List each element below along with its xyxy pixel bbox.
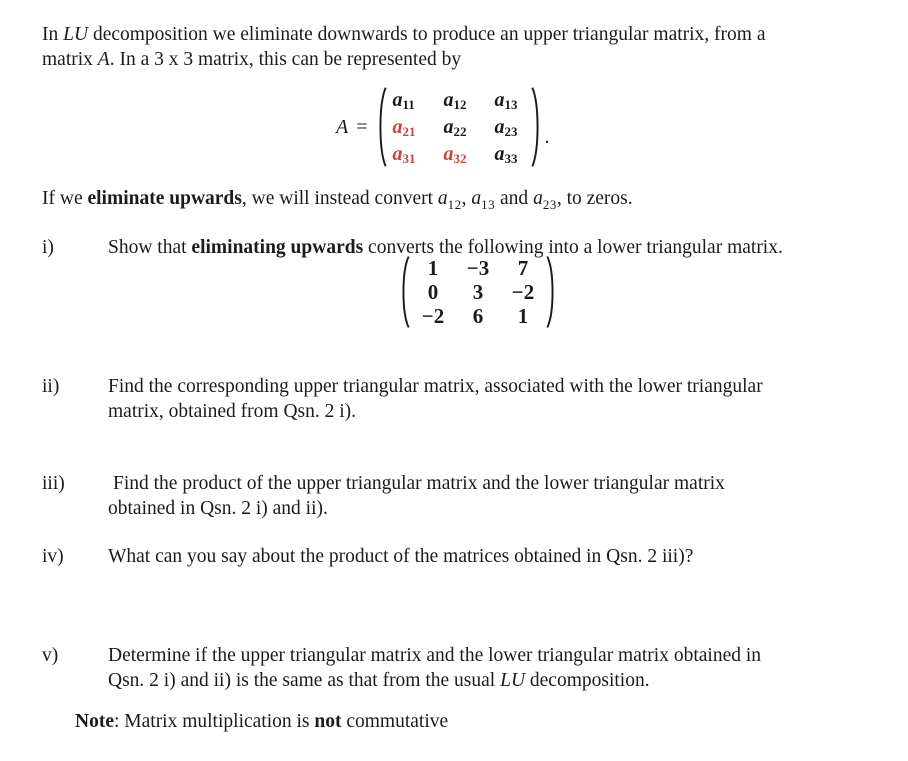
equals-sign: = bbox=[356, 115, 368, 138]
matrix-entry-base: a bbox=[392, 115, 403, 138]
matrix-cell: −3 bbox=[466, 255, 490, 280]
right-paren-icon bbox=[530, 86, 543, 168]
matrix-a-cell bbox=[393, 87, 423, 114]
matrix-entry-sub: 32 bbox=[453, 151, 467, 166]
matrix-cell: 0 bbox=[427, 279, 439, 304]
math-var-sub: 13 bbox=[481, 197, 496, 212]
eliminating-upwards-bold: eliminating upwards bbox=[191, 237, 364, 258]
lu-term-italic: LU bbox=[500, 670, 526, 691]
matrix-entry-sub: 22 bbox=[453, 124, 467, 139]
item-ii-text bbox=[108, 374, 872, 424]
matrix-a-cell-highlighted bbox=[393, 114, 423, 141]
item-iii-line-2: obtained in Qsn. 2 i) and ii). bbox=[108, 498, 328, 519]
intro-text: . In a 3 x 3 matrix, this can be represented by bbox=[109, 49, 462, 70]
item-iii-text bbox=[108, 471, 872, 521]
item-iv-label: iv) bbox=[42, 546, 64, 567]
intro-text: decomposition we eliminate downwards to produce an upper triangular matrix, from a bbox=[88, 24, 766, 45]
item-v-text bbox=[108, 643, 872, 693]
math-var: a bbox=[437, 188, 448, 209]
note-text: : Matrix multiplication is bbox=[113, 711, 315, 732]
item-v-label: v) bbox=[42, 645, 59, 666]
question-item-v bbox=[42, 643, 872, 693]
matrix-a-equation bbox=[336, 86, 550, 168]
intro-text: In bbox=[42, 24, 64, 45]
question-matrix-grid bbox=[415, 256, 541, 328]
item-text: Show that bbox=[108, 237, 192, 258]
item-v-line-2 bbox=[108, 668, 872, 693]
matrix-entry-base: a bbox=[494, 142, 505, 165]
intro-line-2 bbox=[42, 47, 872, 72]
matrix-entry-base: a bbox=[443, 88, 454, 111]
math-var: a bbox=[471, 188, 482, 209]
intro-line-1 bbox=[42, 22, 872, 47]
matrix-cell: −2 bbox=[511, 279, 535, 304]
matrix-a-grid bbox=[393, 87, 525, 168]
matrix-a-name-italic: A bbox=[97, 49, 110, 70]
matrix-cell: −2 bbox=[421, 303, 445, 328]
note-text: commutative bbox=[341, 711, 449, 732]
convert-line bbox=[42, 186, 633, 212]
matrix-entry-base: a bbox=[494, 88, 505, 111]
math-var: a bbox=[533, 188, 543, 209]
item-v-line-1: Determine if the upper triangular matrix and the lower triangular matrix obtained in bbox=[108, 645, 762, 666]
intro-text: matrix bbox=[42, 49, 98, 70]
matrix-entry-sub: 11 bbox=[402, 97, 415, 112]
left-paren-icon bbox=[398, 255, 411, 329]
item-iv-line-1: What can you say about the product of the matrices obtained in Qsn. 2 iii)? bbox=[108, 546, 694, 567]
item-ii-line-2: matrix, obtained from Qsn. 2 i). bbox=[108, 401, 357, 422]
matrix-entry-sub: 12 bbox=[453, 97, 467, 112]
item-text: Qsn. 2 i) and ii) is the same as that from the usual bbox=[108, 670, 501, 691]
convert-text: , to zeros. bbox=[556, 188, 633, 209]
matrix-cell: 3 bbox=[472, 279, 484, 304]
convert-text: and bbox=[495, 188, 534, 209]
matrix-cell: 6 bbox=[472, 303, 484, 328]
note-text-line bbox=[75, 709, 448, 734]
item-iii-line-1: Find the product of the upper triangular matrix and the lower triangular matrix bbox=[113, 473, 725, 494]
item-i-label: i) bbox=[42, 237, 54, 258]
convert-text: If we bbox=[42, 188, 88, 209]
note-line bbox=[75, 709, 448, 734]
question-matrix bbox=[398, 255, 558, 329]
lu-term-italic: LU bbox=[63, 24, 89, 45]
matrix-a-lhs bbox=[336, 116, 368, 139]
matrix-a-cell-highlighted bbox=[393, 141, 423, 168]
convert-text: , bbox=[461, 188, 472, 209]
matrix-a-cell bbox=[495, 87, 525, 114]
matrix-a-cell bbox=[444, 114, 474, 141]
matrix-a-cell bbox=[495, 141, 525, 168]
convert-text: , we will instead convert bbox=[241, 188, 438, 209]
convert-sentence bbox=[42, 186, 633, 212]
matrix-cell: 1 bbox=[517, 303, 529, 328]
item-ii-label: ii) bbox=[42, 376, 60, 397]
matrix-a-symbol: A bbox=[336, 115, 349, 138]
item-ii-line-1: Find the corresponding upper triangular matrix, associated with the lower triangular bbox=[108, 376, 763, 397]
matrix-entry-base: a bbox=[392, 88, 403, 111]
right-paren-icon bbox=[545, 255, 558, 329]
matrix-entry-base: a bbox=[494, 115, 505, 138]
matrix-entry-sub: 21 bbox=[402, 124, 416, 139]
math-var-sub: 12 bbox=[447, 197, 462, 212]
equation-period: . bbox=[544, 125, 550, 148]
matrix-a-cell-highlighted bbox=[444, 141, 474, 168]
matrix-entry-sub: 23 bbox=[504, 124, 518, 139]
item-iii-label: iii) bbox=[42, 473, 65, 494]
matrix-entry-sub: 31 bbox=[402, 151, 416, 166]
item-iv-text bbox=[108, 544, 872, 569]
question-item-iii bbox=[42, 471, 872, 521]
matrix-entry-base: a bbox=[443, 115, 454, 138]
matrix-cell: 7 bbox=[517, 255, 529, 280]
question-item-iv bbox=[42, 544, 872, 569]
note-label-bold: Note bbox=[75, 711, 114, 732]
left-paren-icon bbox=[375, 86, 388, 168]
matrix-entry-sub: 13 bbox=[504, 97, 518, 112]
matrix-a-cell bbox=[495, 114, 525, 141]
question-item-ii bbox=[42, 374, 872, 424]
matrix-a-cell bbox=[444, 87, 474, 114]
matrix-entry-sub: 33 bbox=[504, 151, 518, 166]
matrix-entry-base: a bbox=[392, 142, 403, 165]
matrix-cell: 1 bbox=[427, 255, 439, 280]
not-bold: not bbox=[314, 711, 342, 732]
eliminate-upwards-bold: eliminate upwards bbox=[87, 188, 242, 209]
item-text: converts the following into a lower triangular matrix. bbox=[363, 237, 783, 258]
math-var-sub: 23 bbox=[542, 197, 557, 212]
matrix-entry-base: a bbox=[443, 142, 454, 165]
intro-paragraph bbox=[42, 22, 872, 72]
item-text: decomposition. bbox=[525, 670, 650, 691]
